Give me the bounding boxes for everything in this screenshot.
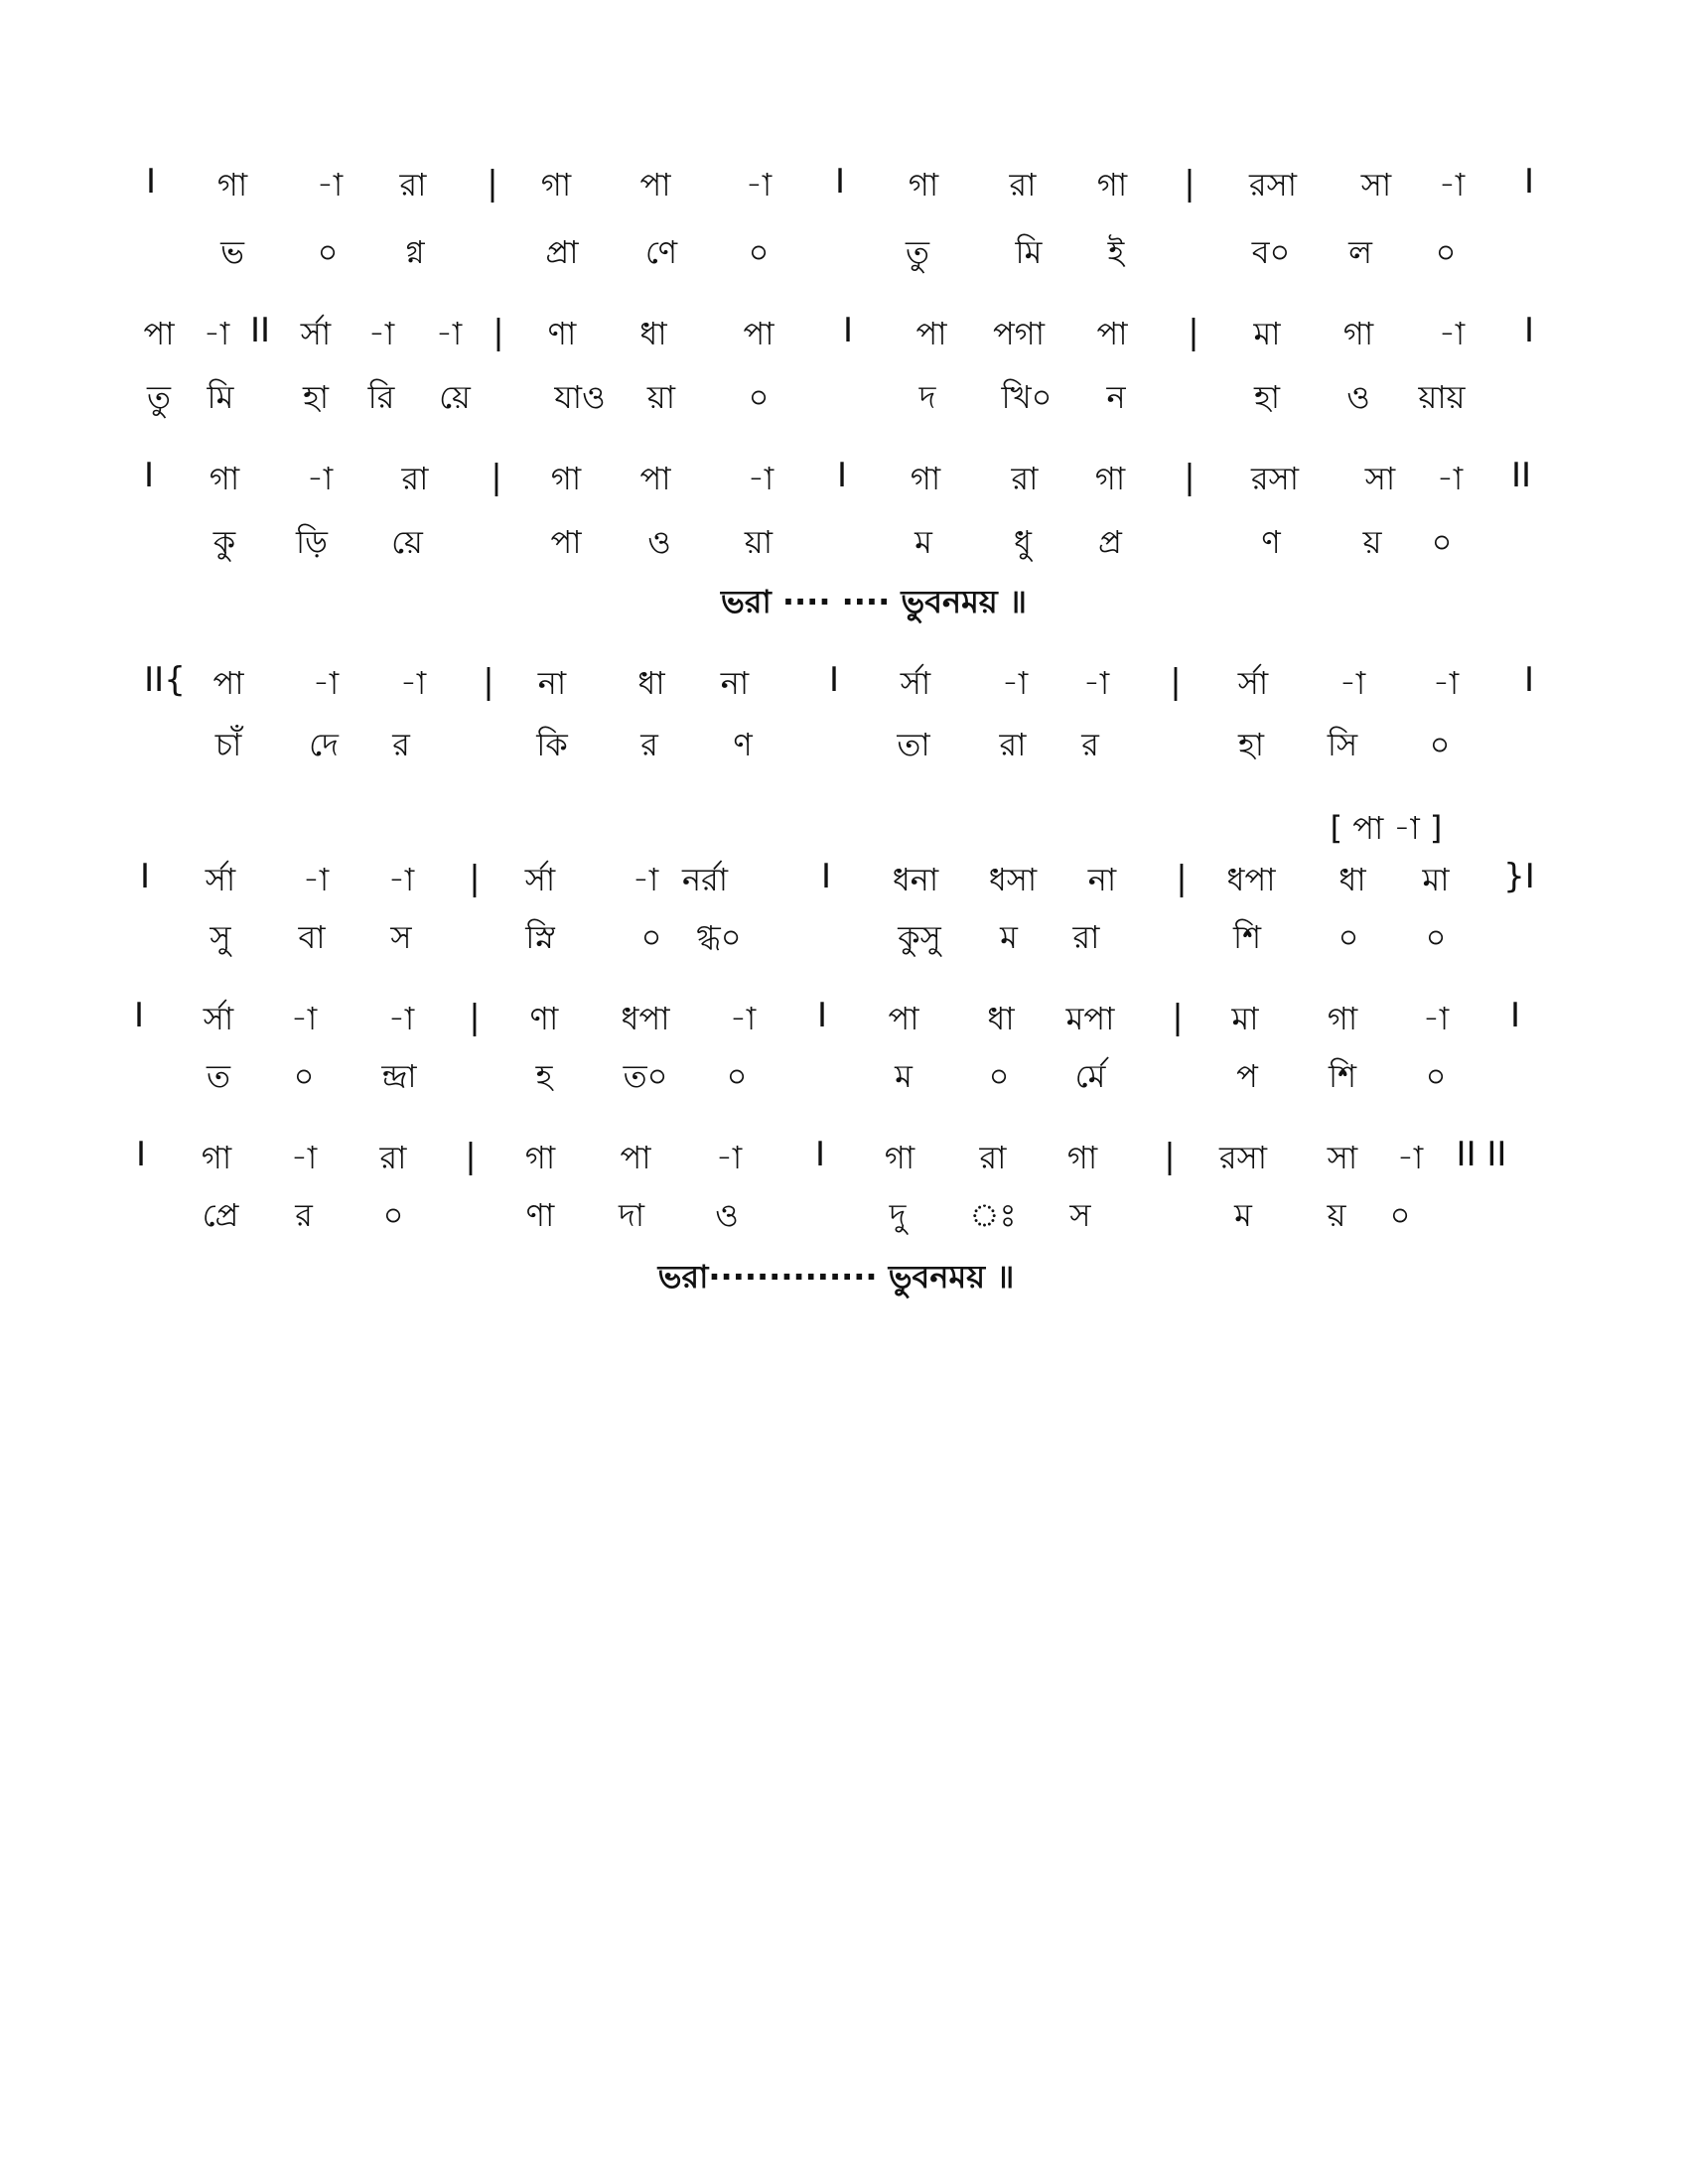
- lyric-syllable: হ: [535, 1057, 553, 1095]
- refrain-line: ভরা·············· ভুবনময় ॥: [657, 1258, 1015, 1296]
- bar-line: I: [1523, 660, 1535, 700]
- lyric-syllable: ব০: [1251, 233, 1291, 271]
- bar-line: I: [1509, 996, 1521, 1035]
- note: গা: [201, 1139, 232, 1176]
- note: -া: [290, 1000, 318, 1037]
- note: গা: [1096, 166, 1128, 204]
- note: -া: [316, 166, 344, 204]
- bar-line: I: [143, 456, 155, 495]
- note: পা: [888, 1000, 919, 1037]
- note: সা: [1327, 1139, 1358, 1176]
- lyric-syllable: যাও: [554, 378, 606, 416]
- lyric-syllable: ও: [647, 523, 671, 561]
- note: গা: [1094, 460, 1126, 497]
- lyric-syllable: র: [1081, 726, 1099, 763]
- lyric-syllable: য়া: [744, 523, 774, 561]
- bar-line: I: [145, 162, 157, 202]
- lyric-syllable: ণে: [644, 233, 678, 271]
- note: -া: [1436, 460, 1464, 497]
- refrain-line: ভরা ···· ···· ভুবনময় ॥: [720, 583, 1028, 620]
- note: রসা: [1218, 1139, 1268, 1176]
- lyric-syllable: ০: [640, 918, 662, 956]
- lyric-syllable: ণ: [733, 726, 753, 763]
- lyric-syllable: দ: [918, 378, 936, 416]
- lyric-syllable: প্রে: [202, 1196, 239, 1234]
- lyric-syllable: ভ: [220, 233, 244, 271]
- note: র্সা: [524, 861, 556, 898]
- lyric-syllable: র: [295, 1196, 313, 1234]
- note: রসা: [1250, 460, 1300, 497]
- note: মা: [1231, 1000, 1259, 1037]
- lyric-syllable: য়ে: [439, 378, 471, 416]
- note: -া: [1438, 166, 1466, 204]
- lyric-syllable: চাঁ: [214, 726, 242, 763]
- note: -া: [1396, 1139, 1424, 1176]
- bar-line: I: [820, 857, 832, 896]
- lyric-syllable: ণ: [1261, 523, 1281, 561]
- bar-line: I: [135, 1135, 147, 1174]
- lyric-syllable: ০: [293, 1057, 315, 1095]
- lyric-syllable: ০: [1425, 1057, 1447, 1095]
- lyric-syllable: ড়ি: [296, 523, 328, 561]
- note: পা: [1096, 315, 1128, 352]
- lyric-syllable: গ্ধ০: [696, 918, 742, 956]
- note: পা: [743, 315, 774, 352]
- note: মা: [1253, 315, 1281, 352]
- lyric-syllable: ০: [988, 1057, 1010, 1095]
- note: গা: [908, 166, 939, 204]
- note: ধপা: [621, 1000, 670, 1037]
- note: পগা: [993, 315, 1045, 352]
- note: -া: [729, 1000, 757, 1037]
- lyric-syllable: প: [1236, 1057, 1258, 1095]
- note: র্সা: [300, 315, 332, 352]
- note: রসা: [1248, 166, 1298, 204]
- note: পা: [639, 166, 671, 204]
- bar-line: I: [836, 456, 848, 495]
- note: -া: [302, 861, 330, 898]
- bar-line: }I: [1503, 857, 1535, 896]
- note: পা: [620, 1139, 651, 1176]
- note: না: [1087, 861, 1117, 898]
- note: ধপা: [1226, 861, 1276, 898]
- lyric-syllable: বা: [298, 918, 326, 956]
- bar-line: I: [828, 660, 840, 700]
- lyric-syllable: য়: [1327, 1196, 1346, 1234]
- note: -া: [387, 861, 415, 898]
- note: না: [537, 664, 567, 702]
- lyric-syllable: ণা: [525, 1196, 555, 1234]
- lyric-syllable: ০: [317, 233, 339, 271]
- bar-line: |: [487, 164, 498, 204]
- bar-line: |: [492, 313, 504, 352]
- bar-line: |: [465, 1137, 477, 1176]
- note: -া: [632, 861, 659, 898]
- lyric-syllable: ন্দ্রা: [381, 1057, 417, 1095]
- lyric-syllable: ০: [382, 1196, 404, 1234]
- note: -া: [715, 1139, 743, 1176]
- bar-line: |: [1164, 1137, 1176, 1176]
- bar-line: I: [139, 857, 151, 896]
- bar-line: I: [834, 162, 846, 202]
- note: রা: [379, 1139, 407, 1176]
- note: ণা: [529, 1000, 559, 1037]
- note: নর্রা: [682, 861, 728, 898]
- note: সা: [1360, 166, 1392, 204]
- lyric-syllable: ম: [1234, 1196, 1252, 1234]
- lyric-syllable: তু: [905, 233, 930, 271]
- note: -া: [747, 460, 774, 497]
- note: ধা: [637, 664, 665, 702]
- note: গা: [524, 1139, 556, 1176]
- lyric-syllable: র: [392, 726, 410, 763]
- note: -া: [203, 315, 230, 352]
- lyric-syllable: সি: [1327, 726, 1358, 763]
- bar-line: I: [1523, 311, 1535, 350]
- note: ধসা: [988, 861, 1038, 898]
- note: ধনা: [892, 861, 939, 898]
- bar-line: I: [1523, 162, 1535, 202]
- lyric-syllable: রি: [367, 378, 395, 416]
- note: -া: [306, 460, 334, 497]
- bar-line: |: [1170, 662, 1182, 702]
- bar-line: |: [469, 859, 481, 898]
- lyric-syllable: র: [640, 726, 658, 763]
- lyric-syllable: দু: [889, 1196, 907, 1234]
- bar-line: I: [816, 996, 828, 1035]
- lyric-syllable: য়: [1362, 523, 1382, 561]
- lyric-syllable: ঃ: [969, 1196, 1017, 1234]
- lyric-syllable: শি: [1232, 918, 1262, 956]
- lyric-syllable: সু: [210, 918, 231, 956]
- lyric-syllable: কি: [536, 726, 568, 763]
- bar-line: I: [814, 1135, 826, 1174]
- lyric-syllable: য়া: [646, 378, 676, 416]
- note: -া: [1422, 1000, 1450, 1037]
- note: রা: [979, 1139, 1007, 1176]
- note: -া: [435, 315, 463, 352]
- lyric-syllable: ০: [1425, 918, 1447, 956]
- lyric-syllable: ০: [1429, 726, 1451, 763]
- bar-line: II II: [1456, 1135, 1507, 1174]
- note: মা: [1422, 861, 1450, 898]
- bar-line: |: [1184, 458, 1196, 497]
- lyric-syllable: ০: [748, 233, 770, 271]
- note: গা: [550, 460, 582, 497]
- lyric-syllable: গ্ন: [405, 233, 425, 271]
- lyric-syllable: খি০: [1001, 378, 1053, 416]
- bar-line: |: [1172, 998, 1184, 1037]
- lyric-syllable: ও: [715, 1196, 739, 1234]
- lyric-syllable: ল: [1348, 233, 1372, 271]
- note: -া: [312, 664, 340, 702]
- note: -া: [1432, 664, 1460, 702]
- lyric-syllable: ই: [1107, 233, 1125, 271]
- note: না: [720, 664, 750, 702]
- lyric-syllable: র্মে: [1074, 1057, 1106, 1095]
- note: -া: [1001, 664, 1029, 702]
- lyric-syllable: য়ায়: [1418, 378, 1466, 416]
- note: -া: [399, 664, 427, 702]
- bar-line: |: [1176, 859, 1188, 898]
- lyric-syllable: দে: [309, 726, 339, 763]
- note: পা: [143, 315, 175, 352]
- note: গা: [209, 460, 240, 497]
- lyric-syllable: হা: [1237, 726, 1265, 763]
- lyric-syllable: রা: [999, 726, 1027, 763]
- lyric-syllable: ত০: [623, 1057, 668, 1095]
- note: ধা: [1338, 861, 1366, 898]
- lyric-syllable: শি: [1328, 1057, 1357, 1095]
- note: -া: [367, 315, 395, 352]
- lyric-syllable: কুসু: [898, 918, 941, 956]
- note: সা: [1364, 460, 1396, 497]
- lyric-syllable: হা: [1253, 378, 1281, 416]
- note: -া: [1082, 664, 1110, 702]
- lyric-syllable: ম: [914, 523, 932, 561]
- bar-line: II{: [144, 660, 186, 700]
- lyric-syllable: দা: [618, 1196, 645, 1234]
- lyric-syllable: মি: [207, 378, 234, 416]
- lyric-syllable: স: [1069, 1196, 1091, 1234]
- lyric-syllable: ম: [895, 1057, 913, 1095]
- bar-line: I: [133, 996, 145, 1035]
- lyric-syllable: হা: [302, 378, 330, 416]
- note: মপা: [1065, 1000, 1115, 1037]
- note: গা: [1066, 1139, 1098, 1176]
- note: ধা: [639, 315, 667, 352]
- lyric-syllable: পা: [550, 523, 582, 561]
- bar-line: |: [469, 998, 481, 1037]
- note: রা: [1009, 166, 1037, 204]
- note: গা: [1342, 315, 1374, 352]
- lyric-syllable: ০: [1389, 1196, 1411, 1234]
- note: গা: [216, 166, 248, 204]
- note: ণা: [547, 315, 577, 352]
- note: পা: [915, 315, 947, 352]
- alternate-notation-bracket: [ পা -া ]: [1330, 809, 1443, 847]
- note: গা: [1327, 1000, 1358, 1037]
- bar-line: II: [1510, 456, 1532, 495]
- lyric-syllable: স্নি: [525, 918, 555, 956]
- lyric-syllable: ও: [1346, 378, 1370, 416]
- lyric-syllable: ০: [748, 378, 770, 416]
- lyric-syllable: মি: [1015, 233, 1043, 271]
- lyric-syllable: ০: [1435, 233, 1457, 271]
- lyric-syllable: ন: [1106, 378, 1126, 416]
- note: গা: [884, 1139, 915, 1176]
- note: পা: [212, 664, 244, 702]
- note: গা: [910, 460, 941, 497]
- lyric-syllable: প্রা: [545, 233, 579, 271]
- bar-line: |: [483, 662, 494, 702]
- note: র্সা: [203, 1000, 234, 1037]
- note: র্সা: [205, 861, 236, 898]
- note: ধা: [987, 1000, 1015, 1037]
- note: -া: [1338, 664, 1366, 702]
- note: -া: [745, 166, 773, 204]
- bar-line: I: [842, 311, 854, 350]
- lyric-syllable: ত: [206, 1057, 231, 1095]
- lyric-syllable: প্র: [1098, 523, 1122, 561]
- lyric-syllable: তা: [897, 726, 930, 763]
- note: রা: [401, 460, 429, 497]
- lyric-syllable: য়ে: [391, 523, 423, 561]
- note: -া: [290, 1139, 318, 1176]
- lyric-syllable: ০: [1337, 918, 1359, 956]
- lyric-syllable: ০: [1431, 523, 1453, 561]
- note: রা: [1011, 460, 1039, 497]
- note: র্সা: [1237, 664, 1269, 702]
- note: র্সা: [900, 664, 931, 702]
- lyric-syllable: রা: [1072, 918, 1100, 956]
- lyric-syllable: ম: [1000, 918, 1018, 956]
- note: পা: [639, 460, 671, 497]
- lyric-syllable: ধু: [1014, 523, 1032, 561]
- lyric-syllable: স: [390, 918, 412, 956]
- note: -া: [1438, 315, 1466, 352]
- lyric-syllable: ০: [726, 1057, 748, 1095]
- bar-line: |: [491, 458, 502, 497]
- lyric-syllable: কু: [212, 523, 236, 561]
- bar-line: II: [249, 311, 271, 350]
- bar-line: |: [1184, 164, 1196, 204]
- bar-line: |: [1188, 313, 1199, 352]
- note: -া: [387, 1000, 415, 1037]
- note: গা: [540, 166, 572, 204]
- note: রা: [399, 166, 427, 204]
- lyric-syllable: তু: [146, 378, 172, 416]
